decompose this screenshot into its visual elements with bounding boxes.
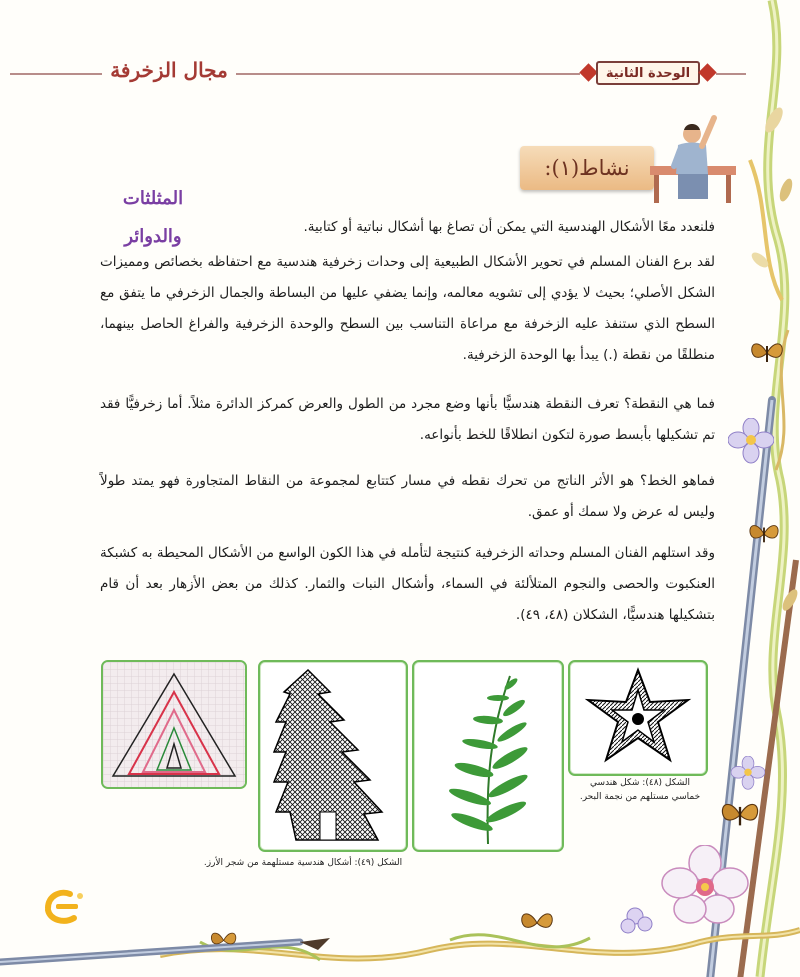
paragraph-inspiration: وقد استلهم الفنان المسلم وحداته الزخرفية كنتيجة لتأمله في هذا الكون الواسع من الأشكال المحيطة به كشبكة العنكبوت والحصى والنجوم المتلألئة في السماء، وأشكال النبات والثمار. كذلك من بعض الأزهار بعد أن قام بتشكيلها هندسيًّا، الشكلان (٤٨، ٤٩). — [100, 545, 715, 623]
header-rule-left — [10, 73, 102, 75]
nested-triangles-icon — [103, 662, 245, 787]
figure-49-fern — [412, 660, 564, 852]
unit-label: الوحدة الثانية — [605, 65, 691, 81]
header-rule-middle — [236, 73, 580, 75]
fern-leaf-icon — [414, 662, 562, 850]
flower-icon — [728, 418, 774, 464]
paragraph-intro: فلنعدد معًا الأشكال الهندسية التي يمكن أن تصاغ بها أشكال نباتية أو كتابية. — [303, 219, 715, 235]
flower-icon — [731, 756, 765, 790]
paragraph-stylization: لقد برع الفنان المسلم في تحوير الأشكال الطبيعية إلى وحدات زخرفية هندسية مع احتفاظه بخصائص ومميزات الشكل الأصلي؛ بحيث لا يؤدي إلى تشويه معالمه، وإنما يضفي عليها من البساطة والجمال الزخرفي ما يتفق مع السطح الذي ستنفذ عليه الزخرفة مع مراعاة التناسب بين السطح والوحدة الزخرفية والفراغ الحاصل بينهما، منطلقًا من نقطة (.) يبدأ بها الوحدة الزخرفية. — [100, 254, 715, 363]
side-title-triangles: المثلثات — [122, 188, 184, 209]
starfish-pattern-icon — [570, 662, 706, 774]
activity-box — [520, 146, 654, 190]
figure-49-caption: الشكل (٤٩): أشكال هندسية مستلهمة من شجر الأرز. — [203, 858, 403, 868]
side-title-circles: والدوائر — [124, 226, 182, 247]
ornament-diamond-icon — [698, 63, 716, 81]
paragraph-line: فماهو الخط؟ هو الأثر الناتج من تحرك نقطه في مسار كتتابع لمجموعة من النقاط المتجاورة فهو يمتد طولاً وليس له عرض ولا سمك أو عمق. — [100, 473, 715, 520]
butterfly-icon — [750, 340, 784, 366]
field-title: مجال الزخرفة — [110, 58, 228, 82]
figure-triangles — [101, 660, 247, 789]
publisher-logo-icon — [40, 884, 90, 928]
figure-49-cedar — [258, 660, 408, 852]
figure-48-caption: الشكل (٤٨): شكل هندسي خماسي مستلهم من نجمة البحر. — [579, 778, 701, 802]
header-rule-right — [716, 73, 746, 75]
cedar-tree-pattern-icon — [260, 662, 406, 850]
student-raising-hand-icon — [648, 112, 738, 204]
figure-48-starfish — [568, 660, 708, 776]
unit-badge — [578, 58, 718, 88]
butterfly-icon — [748, 522, 780, 546]
ornament-diamond-icon — [579, 63, 597, 81]
decorative-bottom-vine — [0, 880, 800, 977]
butterfly-icon — [720, 800, 760, 830]
activity-label: نشاط(١): — [544, 156, 630, 180]
paragraph-point: فما هي النقطة؟ تعرف النقطة هندسيًّا بأنها وضع مجرد من الطول والعرض كمركز الدائرة مثلاً. أما زخرفيًّا فقد تم تشكيلها بأبسط صورة لتكون انطلاقًا للخط بأنواعه. — [100, 396, 715, 443]
